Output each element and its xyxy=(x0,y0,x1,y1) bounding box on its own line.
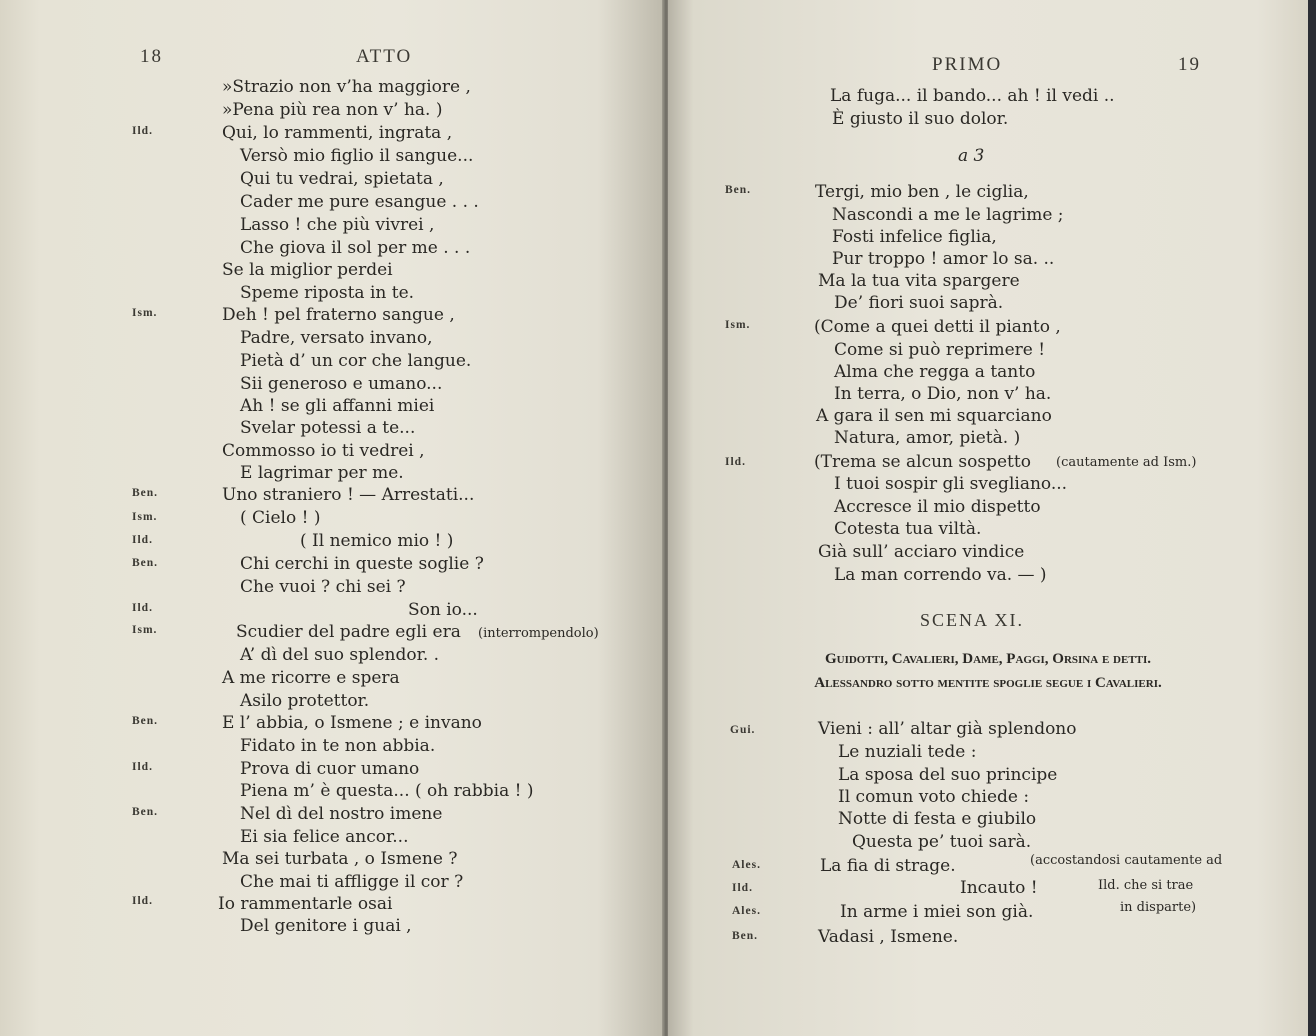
verse-line: La fuga... il bando... ah ! il vedi .. xyxy=(830,86,1115,106)
verse-line: In arme i miei son già. xyxy=(840,902,1034,922)
verse-line: E lagrimar per me. xyxy=(240,463,404,483)
verse-line: La man correndo va. — ) xyxy=(834,565,1047,585)
speaker-label: Ism. xyxy=(132,511,158,523)
verse-line: Speme riposta in te. xyxy=(240,283,415,303)
right-page xyxy=(668,0,1308,1036)
verse-line: Lasso ! che più vivrei , xyxy=(240,215,435,235)
verse-line: Il comun voto chiede : xyxy=(838,787,1030,807)
verse-line: Qui tu vedrai, spietata , xyxy=(240,169,444,189)
speaker-label: Ild. xyxy=(132,534,153,546)
verse-line: Scudier del padre egli era xyxy=(236,622,461,642)
verse-line: A’ dì del suo splendor. . xyxy=(240,645,440,665)
speaker-label: Ild. xyxy=(725,456,746,468)
speaker-label: Ild. xyxy=(132,895,153,907)
verse-line: Ma sei turbata , o Ismene ? xyxy=(222,849,458,869)
verse-line: Vieni : all’ altar già splendono xyxy=(818,719,1077,739)
speaker-label: Ales. xyxy=(732,905,761,917)
verse-line: Pietà d’ un cor che langue. xyxy=(240,351,472,371)
verse-line: Piena m’ è questa... ( oh rabbia ! ) xyxy=(240,781,534,801)
verse-line: ( Cielo ! ) xyxy=(240,508,321,528)
verse-line: Ei sia felice ancor... xyxy=(240,827,409,847)
verse-line: Natura, amor, pietà. ) xyxy=(834,428,1021,448)
verse-line: Incauto ! xyxy=(960,878,1038,898)
stage-direction: (interrompendolo) xyxy=(478,626,599,641)
verse-line: Accresce il mio dispetto xyxy=(834,497,1041,517)
verse-line: In terra, o Dio, non v’ ha. xyxy=(834,384,1052,404)
speaker-label: Ales. xyxy=(732,859,761,871)
verse-line: Che vuoi ? chi sei ? xyxy=(240,577,406,597)
verse-line: Padre, versato invano, xyxy=(240,328,433,348)
verse-line: Sii generoso e umano... xyxy=(240,374,443,394)
verse-line: Deh ! pel fraterno sangue , xyxy=(222,305,455,325)
verse-line: Come si può reprimere ! xyxy=(834,340,1046,360)
stage-direction: (cautamente ad Ism.) xyxy=(1056,455,1197,470)
verse-line: A me ricorre e spera xyxy=(222,668,400,688)
speaker-label: Ild. xyxy=(132,602,153,614)
speaker-label: Ism. xyxy=(725,319,751,331)
speaker-label: Ism. xyxy=(132,624,158,636)
verse-line: Io rammentarle osai xyxy=(218,894,393,914)
scene-title: SCENA XI. xyxy=(920,610,1025,630)
verse-line: Pur troppo ! amor lo sa. .. xyxy=(832,249,1055,269)
verse-line: (Trema se alcun sospetto xyxy=(814,452,1031,472)
verse-line: Fosti infelice figlia, xyxy=(832,227,997,247)
verse-line: Questa pe’ tuoi sarà. xyxy=(852,832,1032,852)
speaker-label: Ben. xyxy=(732,930,759,942)
page-number: 19 xyxy=(1178,54,1201,75)
verse-line: La fia di strage. xyxy=(820,856,956,876)
verse-line: Tergi, mio ben , le ciglia, xyxy=(815,182,1029,202)
speaker-label: Ild. xyxy=(132,125,153,137)
page-number: 18 xyxy=(140,46,163,67)
verse-line: Già sull’ acciaro vindice xyxy=(818,542,1025,562)
verse-line: Son io... xyxy=(408,600,478,620)
verse-line: Del genitore i guai , xyxy=(240,916,412,936)
ensemble-marker: a 3 xyxy=(958,146,985,166)
verse-line: Alma che regga a tanto xyxy=(834,362,1036,382)
speaker-label: Ben. xyxy=(132,557,159,569)
verse-line: Qui, lo rammenti, ingrata , xyxy=(222,123,453,143)
verse-line: Chi cerchi in queste soglie ? xyxy=(240,554,484,574)
verse-line: Vadasi , Ismene. xyxy=(818,927,959,947)
verse-line: Svelar potessi a te... xyxy=(240,418,416,438)
verse-line: Asilo protettor. xyxy=(240,691,370,711)
verse-line: »Strazio non v’ha maggiore , xyxy=(222,77,471,97)
stage-direction: Ild. che si trae xyxy=(1098,878,1194,893)
verse-line: Versò mio figlio il sangue... xyxy=(240,146,474,166)
speaker-label: Gui. xyxy=(730,724,756,736)
stage-direction: (accostandosi cautamente ad xyxy=(1030,853,1223,868)
verse-line: E l’ abbia, o Ismene ; e invano xyxy=(222,713,482,733)
speaker-label: Ben. xyxy=(132,487,159,499)
verse-line: La sposa del suo principe xyxy=(838,765,1058,785)
verse-line: I tuoi sospir gli svegliano... xyxy=(834,474,1068,494)
scene-cast: Guidotti, Cavalieri, Dame, Paggi, Orsina e detti. xyxy=(824,651,1152,667)
verse-line: Notte di festa e giubilo xyxy=(838,809,1037,829)
verse-line: Ah ! se gli affanni miei xyxy=(240,396,435,416)
verse-line: Nel dì del nostro imene xyxy=(240,804,443,824)
verse-line: A gara il sen mi squarciano xyxy=(816,406,1052,426)
scene-cast: Alessandro sotto mentite spoglie segue i Cavalieri. xyxy=(814,675,1162,691)
verse-line: ( Il nemico mio ! ) xyxy=(300,531,454,551)
verse-line: Cader me pure esangue . . . xyxy=(240,192,479,212)
speaker-label: Ben. xyxy=(725,184,752,196)
verse-line: Le nuziali tede : xyxy=(838,742,977,762)
verse-line: Se la miglior perdei xyxy=(222,260,393,280)
verse-line: (Come a quei detti il pianto , xyxy=(814,317,1061,337)
running-head: PRIMO xyxy=(932,54,1003,75)
stage-direction: in disparte) xyxy=(1120,900,1197,915)
verse-line: Commosso io ti vedrei , xyxy=(222,441,425,461)
verse-line: Nascondi a me le lagrime ; xyxy=(832,205,1064,225)
verse-line: Fidato in te non abbia. xyxy=(240,736,436,756)
running-head: ATTO xyxy=(356,46,413,67)
verse-line: Ma la tua vita spargere xyxy=(818,271,1020,291)
verse-line: Che giova il sol per me . . . xyxy=(240,238,471,258)
speaker-label: Ism. xyxy=(132,307,158,319)
speaker-label: Ild. xyxy=(132,761,153,773)
speaker-label: Ben. xyxy=(132,715,159,727)
speaker-label: Ben. xyxy=(132,806,159,818)
verse-line: È giusto il suo dolor. xyxy=(832,109,1009,129)
verse-line: Che mai ti affligge il cor ? xyxy=(240,872,464,892)
speaker-label: Ild. xyxy=(732,882,753,894)
verse-line: »Pena più rea non v’ ha. ) xyxy=(222,100,443,120)
verse-line: Uno straniero ! — Arrestati... xyxy=(222,485,475,505)
verse-line: Cotesta tua viltà. xyxy=(834,519,982,539)
verse-line: Prova di cuor umano xyxy=(240,759,420,779)
verse-line: De’ fiori suoi saprà. xyxy=(834,293,1004,313)
